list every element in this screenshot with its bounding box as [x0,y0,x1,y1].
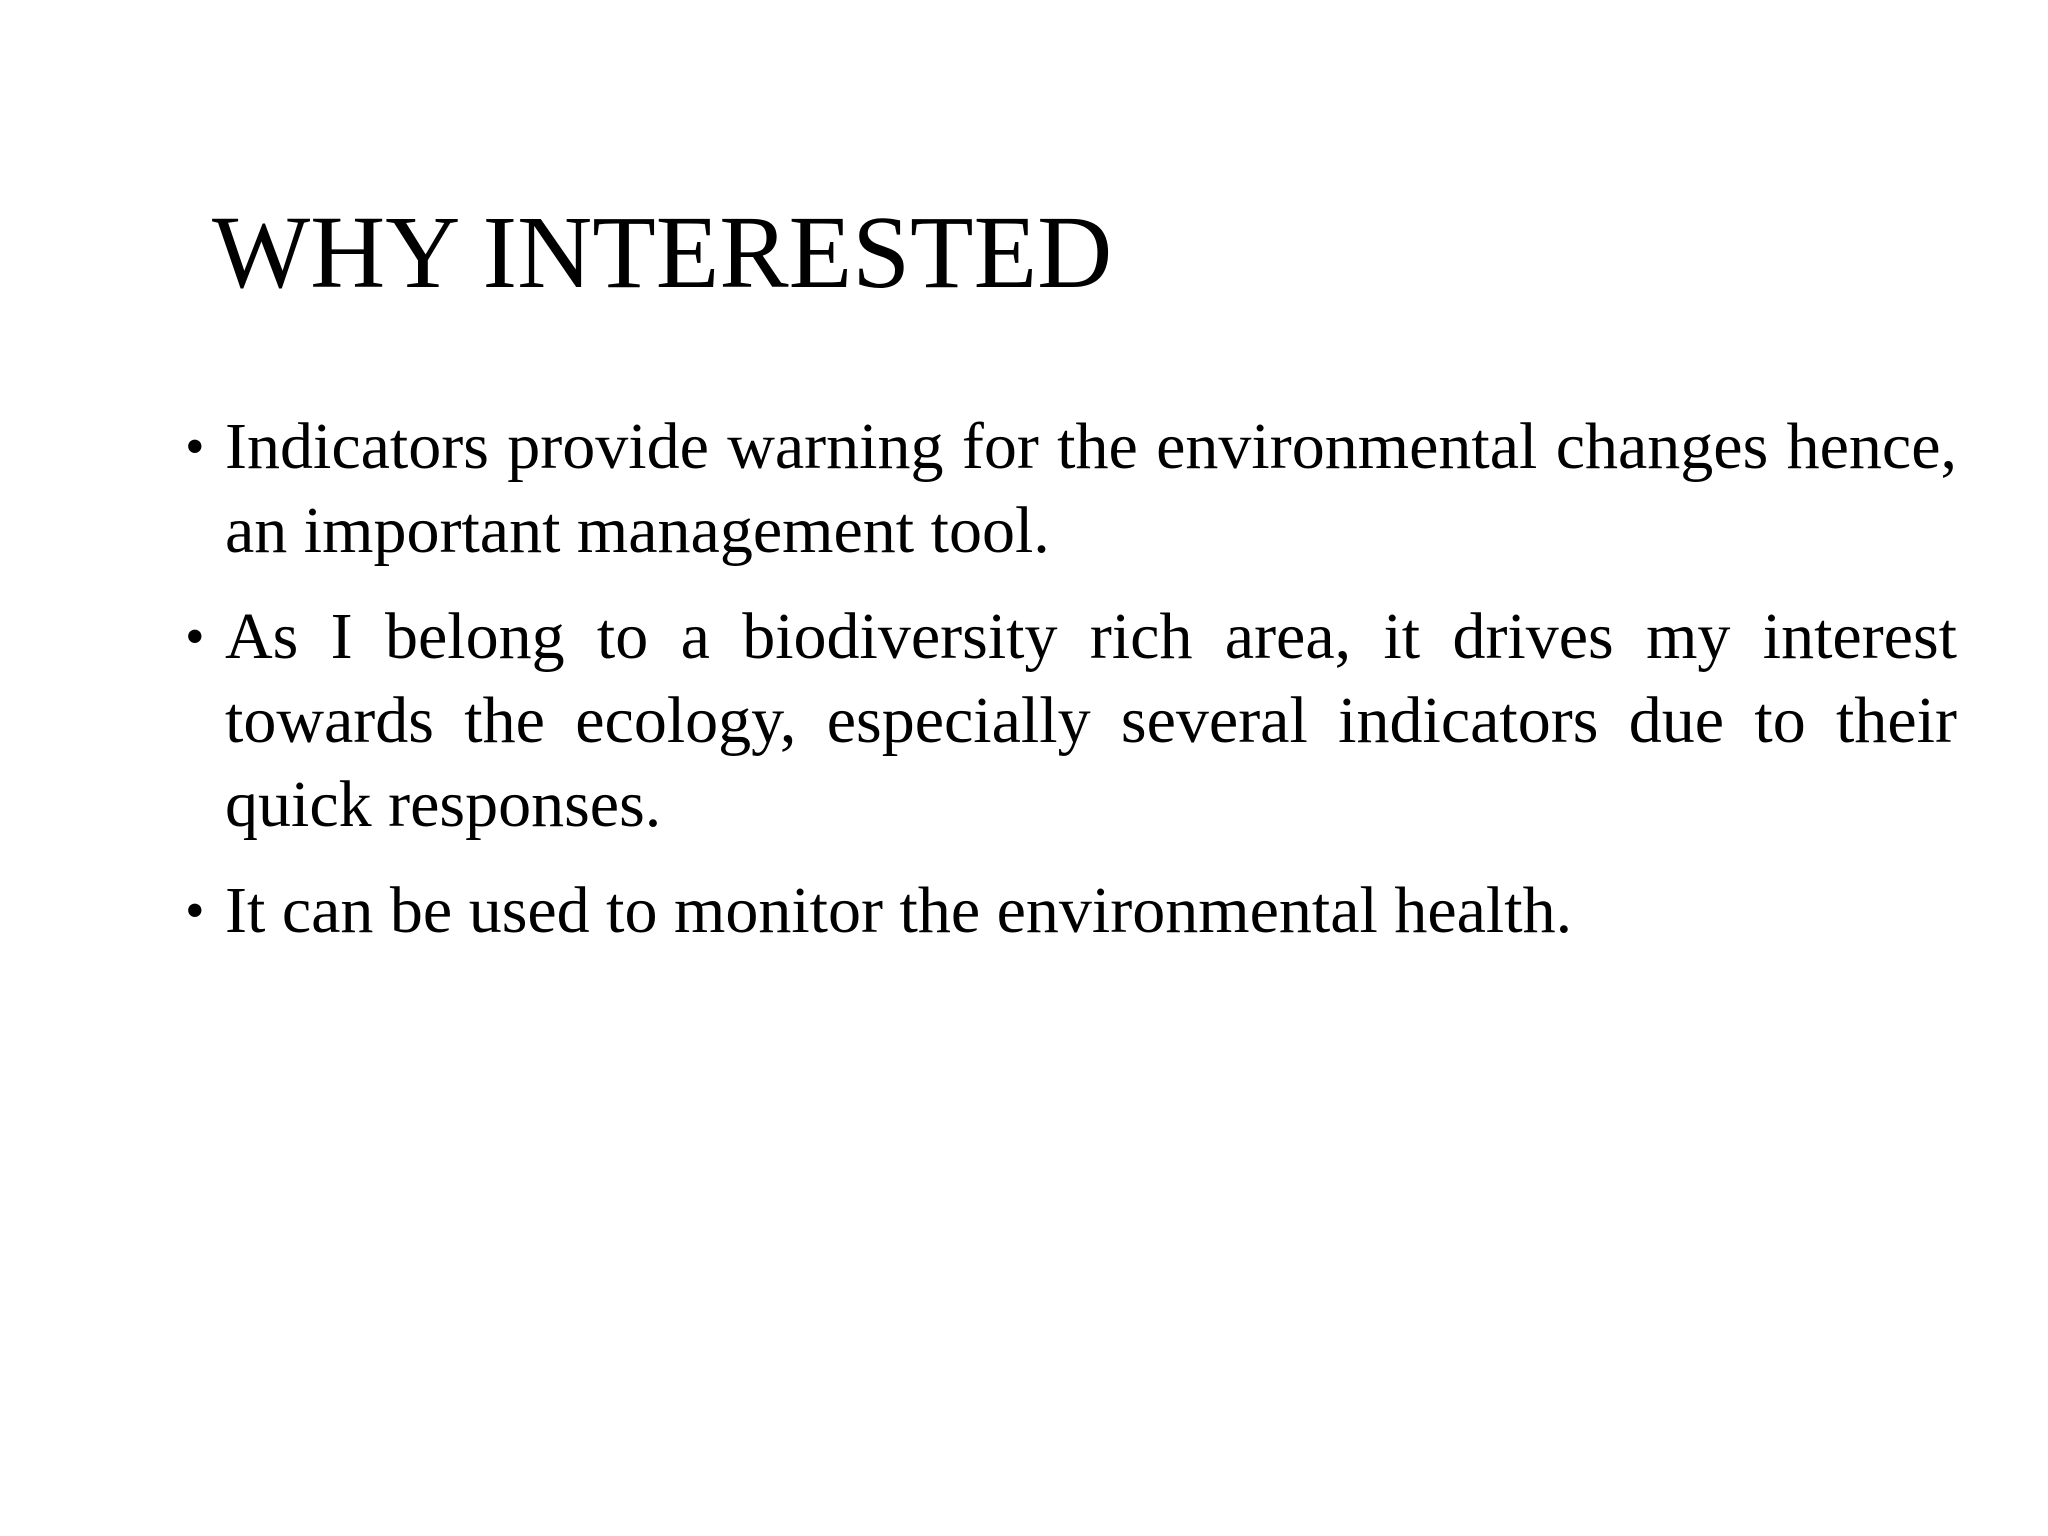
bullet-text: As I belong to a biodiversity rich area, it drives my interest towards the ecology, especially several indicators due to their quick responses. [225,600,1957,841]
bullet-item-monitor [185,869,1957,953]
bullet-item-warning [185,405,1957,573]
bullet-text: Indicators provide warning for the environmental changes hence, an important management tool. [225,410,1957,567]
bullet-dot-icon: • [185,416,205,478]
bullet-item-biodiversity [185,595,1957,847]
bullet-dot-icon: • [185,880,205,942]
slide-title: WHY INTERESTED [212,195,1113,310]
bullet-text: It can be used to monitor the environmental health. [225,874,1573,947]
bullet-dot-icon: • [185,606,205,668]
bullet-list [185,405,1957,975]
